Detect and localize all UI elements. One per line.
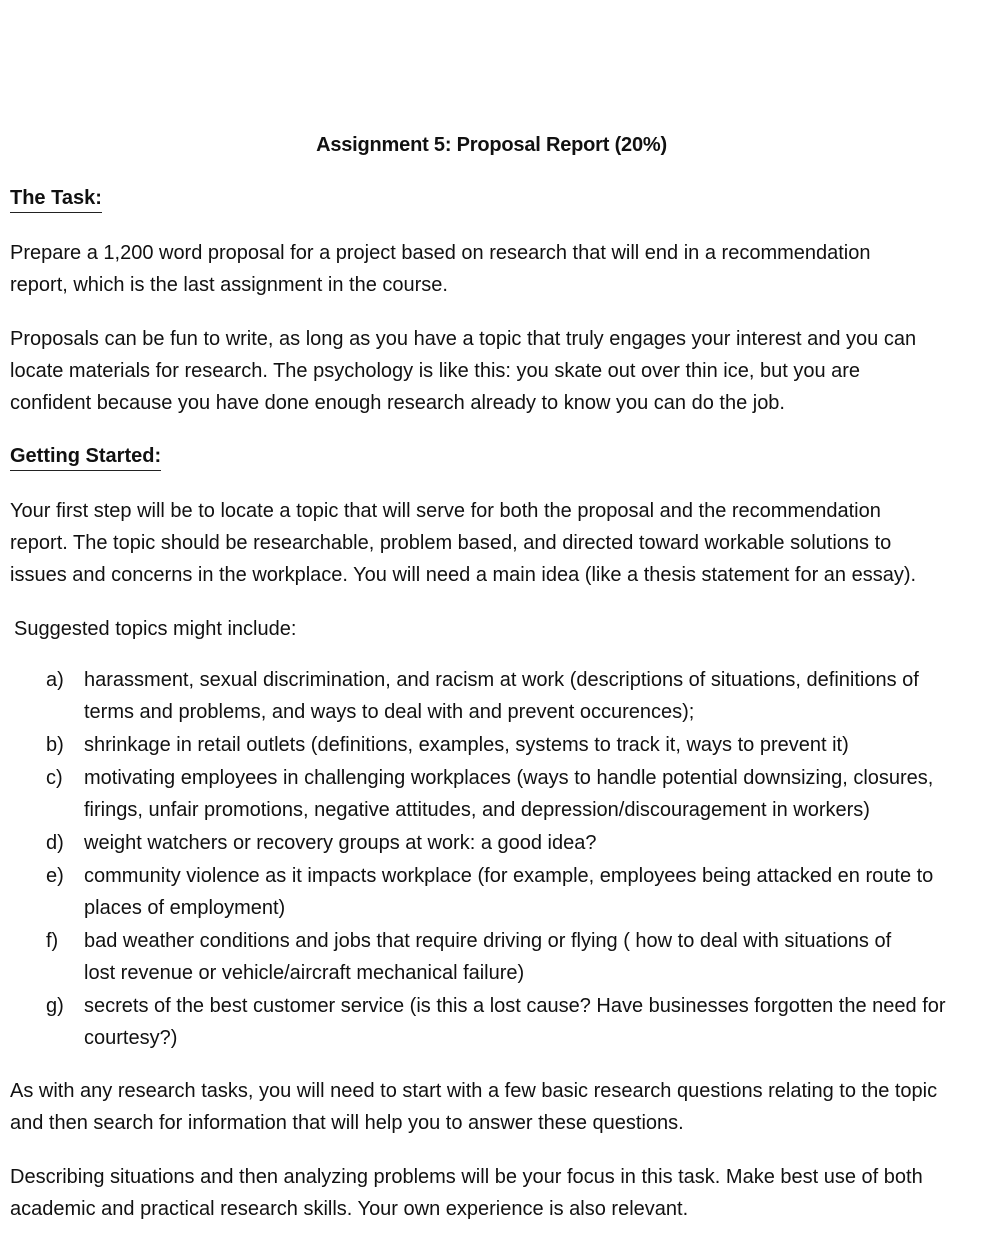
- list-item: [0, 827, 983, 859]
- list-item-line: secrets of the best customer service (is this a lost cause? Have businesses forgotten the need for: [84, 995, 946, 1017]
- list-item-line: community violence as it impacts workplace (for example, employees being attacked en route to: [84, 865, 934, 887]
- list-marker: g): [46, 995, 64, 1017]
- list-item-text: [84, 827, 983, 859]
- list-item-line: firings, unfair promotions, negative attitudes, and depression/discouragement in workers): [84, 799, 870, 821]
- list-marker: c): [46, 767, 63, 789]
- list-marker: e): [46, 865, 64, 887]
- list-item-line: harassment, sexual discrimination, and racism at work (descriptions of situations, definitions of: [84, 669, 919, 691]
- first-step-paragraph-line: Your first step will be to locate a topic that will serve for both the proposal and the recommendation: [10, 500, 881, 522]
- list-item-line: terms and problems, and ways to deal with and prevent occurences);: [84, 701, 695, 723]
- list-item-line: courtesy?): [84, 1027, 178, 1049]
- list-item-text: [84, 990, 983, 1054]
- proposals-paragraph-line: confident because you have done enough research already to know you can do the job.: [10, 392, 785, 414]
- list-item: [0, 990, 983, 1054]
- list-item-line: places of employment): [84, 897, 286, 919]
- list-marker: d): [46, 832, 64, 854]
- describing-paragraph-line: academic and practical research skills. Your own experience is also relevant.: [10, 1198, 689, 1220]
- proposals-paragraph-line: locate materials for research. The psychology is like this: you skate out over thin ice, but you are: [10, 360, 861, 382]
- research-paragraph-line: As with any research tasks, you will need to start with a few basic research questions relating to the topic: [10, 1080, 938, 1102]
- list-item-line: shrinkage in retail outlets (definitions, examples, systems to track it, ways to prevent it): [84, 734, 849, 756]
- task-paragraph-line: report, which is the last assignment in the course.: [10, 274, 448, 296]
- list-item: [0, 860, 983, 924]
- list-marker: b): [46, 734, 64, 756]
- list-item-text: [84, 762, 983, 826]
- describing-paragraph: [10, 1161, 978, 1225]
- first-step-paragraph: [10, 495, 978, 591]
- list-item-text: [84, 664, 983, 728]
- list-item: [0, 664, 983, 728]
- list-marker: f): [46, 930, 59, 952]
- task-heading: The Task:: [10, 186, 102, 213]
- list-item-text: [84, 925, 983, 989]
- list-item-text: [84, 860, 983, 924]
- document-title: Assignment 5: Proposal Report (20%): [316, 134, 667, 156]
- first-step-paragraph-line: issues and concerns in the workplace. You will need a main idea (like a thesis statement for an essay).: [10, 564, 917, 586]
- list-item-line: bad weather conditions and jobs that require driving or flying ( how to deal with situations of: [84, 930, 892, 952]
- first-step-paragraph-line: report. The topic should be researchable, problem based, and directed toward workable solutions to: [10, 532, 892, 554]
- task-paragraph-line: Prepare a 1,200 word proposal for a project based on research that will end in a recommendation: [10, 242, 871, 264]
- research-paragraph-line: and then search for information that will help you to answer these questions.: [10, 1112, 684, 1134]
- list-marker: a): [46, 669, 64, 691]
- task-paragraph: [10, 237, 978, 301]
- list-item: [0, 762, 983, 826]
- proposals-paragraph: [10, 323, 978, 419]
- list-item-text: [84, 729, 983, 761]
- research-paragraph: [10, 1075, 978, 1139]
- list-item: [0, 729, 983, 761]
- suggested-topics-intro: Suggested topics might include:: [14, 618, 297, 640]
- list-item-line: motivating employees in challenging workplaces (ways to handle potential downsizing, closures,: [84, 767, 934, 789]
- proposals-paragraph-line: Proposals can be fun to write, as long as you have a topic that truly engages your interest and you can: [10, 328, 917, 350]
- list-item: [0, 925, 983, 989]
- list-item-line: lost revenue or vehicle/aircraft mechanical failure): [84, 962, 525, 984]
- list-item-line: weight watchers or recovery groups at work: a good idea?: [84, 832, 597, 854]
- getting-started-heading: Getting Started:: [10, 444, 161, 471]
- suggested-topics-list: [0, 664, 983, 1055]
- describing-paragraph-line: Describing situations and then analyzing problems will be your focus in this task. Make best use of both: [10, 1166, 923, 1188]
